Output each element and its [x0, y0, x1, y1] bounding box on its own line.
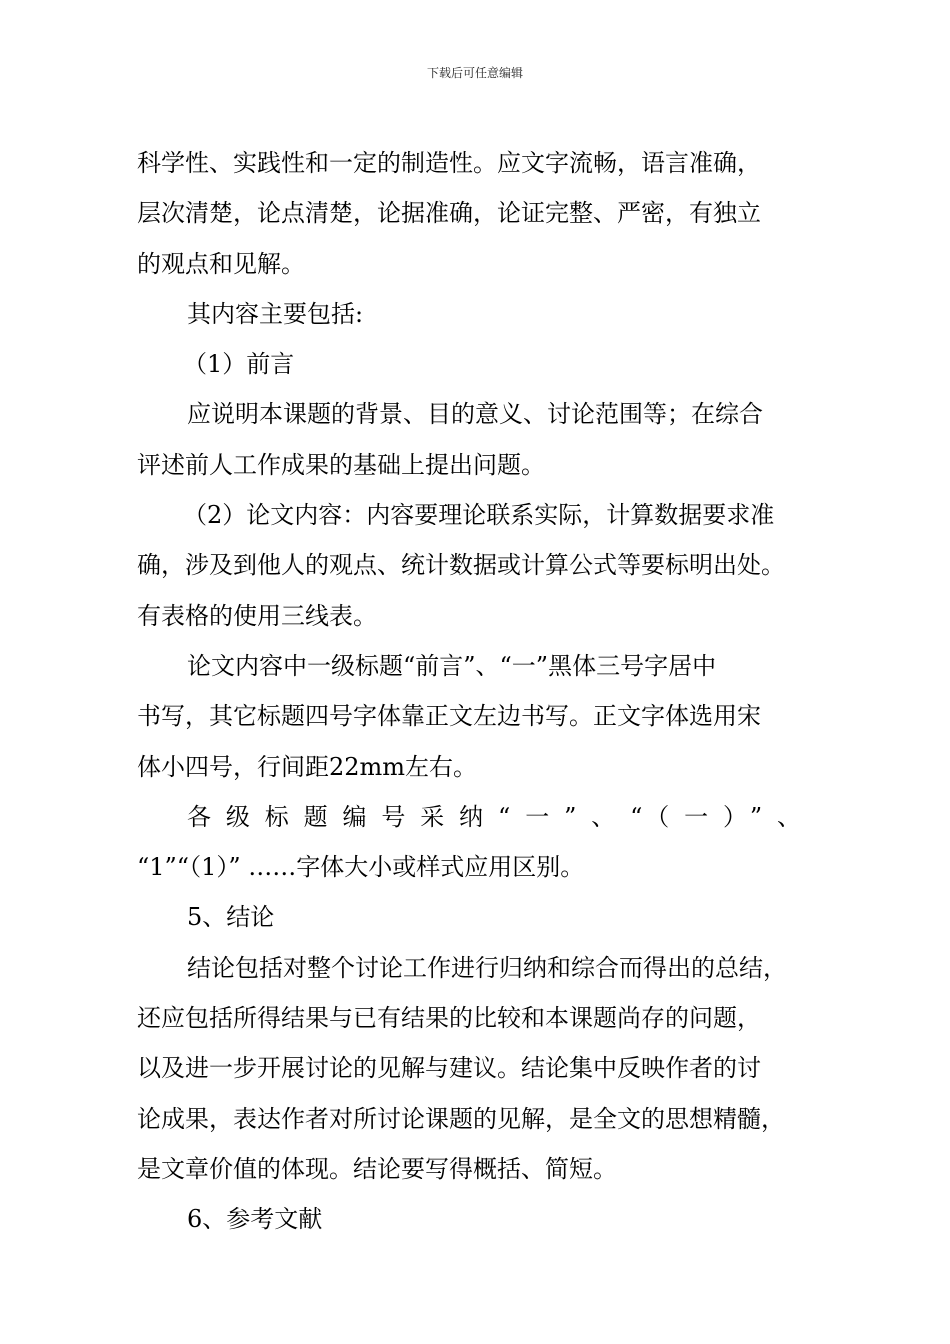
- text-line: 书写，其它标题四号字体靠正文左边书写。正文字体选用宋: [137, 702, 761, 731]
- text-line: 应说明本课题的背景、目的意义、讨论范围等；在综合: [187, 400, 763, 429]
- text-line: “1”“（1）” ……字体大小或样式应用区别。: [137, 853, 585, 882]
- text-line: 其内容主要包括:: [187, 299, 364, 328]
- text-line: 各级标题编号采纳“一”、“（一）”、: [187, 802, 816, 831]
- text-line: 论成果，表达作者对所讨论课题的见解，是全文的思想精髓，: [137, 1104, 785, 1133]
- text-line: 评述前人工作成果的基础上提出问题。: [137, 450, 545, 479]
- text-line: 科学性、实践性和一定的制造性。应文字流畅，语言准确，: [137, 149, 761, 177]
- section-heading-preface: （1）前言: [183, 350, 295, 379]
- text-line: 结论包括对整个讨论工作进行归纳和综合而得出的总结，: [187, 953, 787, 982]
- text-line: 的观点和见解。: [137, 249, 305, 278]
- text-line: 体小四号，行间距22mm左右。: [137, 752, 478, 781]
- body-text: [137, 138, 827, 1245]
- text-line: 论文内容中一级标题“前言”、“一”黑体三号字居中: [187, 651, 717, 680]
- text-line: 层次清楚，论点清楚，论据准确，论证完整、严密，有独立: [137, 199, 761, 228]
- section-heading-references: 6、参考文献: [187, 1205, 323, 1234]
- text-line: 以及进一步开展讨论的见解与建议。结论集中反映作者的讨: [137, 1054, 761, 1083]
- text-line: 有表格的使用三线表。: [137, 601, 377, 630]
- text-line: 是文章价值的体现。结论要写得概括、简短。: [137, 1154, 617, 1183]
- text-line: 还应包括所得结果与已有结果的比较和本课题尚存的问题，: [137, 1004, 761, 1033]
- section-heading-content: （2）论文内容：内容要理论联系实际，计算数据要求准: [183, 501, 775, 530]
- section-heading-conclusion: 5、结论: [187, 903, 275, 932]
- text-line: 确，涉及到他人的观点、统计数据或计算公式等要标明出处。: [137, 551, 785, 580]
- header-note: 下载后可任意编辑: [426, 66, 523, 80]
